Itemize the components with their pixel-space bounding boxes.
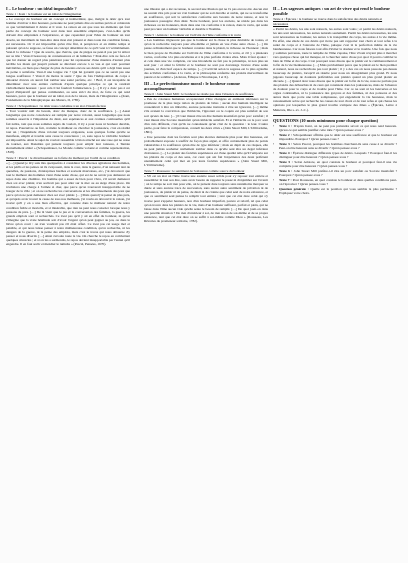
text-subtitle: Texte 6 : John Stuart Mill : le bonheur ne réside pas dans l'absence de souffrance [144, 92, 254, 97]
text-subtitle: Texte 7 : Rousseau : le sentiment de l'existence comme source du bonheur [144, 169, 245, 174]
question-item [273, 178, 397, 186]
section-heading: II – Les sagesses antiques : un art de vivre qui rend le bonheur possible [273, 6, 390, 17]
question-item [273, 151, 397, 159]
bullet-icon: • [273, 141, 275, 146]
text-subtitle: Texte 5 : Aristote : le bonheur est l'activité de l'âme conforme à la vertu [144, 33, 241, 38]
section [6, 104, 130, 154]
text-subtitle: Texte 4 : Épicure : le bonheur se trouve dans la satisfaction des désirs naturels et nécessaires [273, 17, 383, 26]
question-label: Texte 3 : [279, 141, 292, 146]
question-item [273, 187, 397, 195]
column-middle [144, 6, 268, 225]
question-item [273, 133, 397, 141]
section [144, 169, 268, 223]
text-subtitle: Texte 2 : Schopenhauer : le désir nous condamne à un état d'insatisfaction [6, 104, 106, 109]
section [144, 7, 268, 31]
text-paragraph: « Une personne dont les facultés sont plus élevées demande plus pour être heureuse, est probablement exposée à souffrir de façon plus aiguë, et offre certainement plus de points vulnérables à la souffrance qu'un être de type inférieur ; mais en dépit de ces risques, elle ne peut jamais souhaiter réellement tomber dans ce qu'elle sent être un degré inférieur d'existence. […] Le plaisir des facultés supérieures est d'une qualité telle qu'il l'emporte sur les plaisirs du corps et des sens, car ceux qui ont fait l'expérience des deux préfèrent unanimement celui qui met en jeu leurs facultés supérieures » (John Stuart Mill, L'Utilitarisme). [144, 134, 268, 168]
question-text [279, 160, 397, 168]
question-body: Selon Pascal, pourquoi les hommes cherchent-ils sans cesse à se divertir ? Peut-on être heureux sans se divertir ? Qu'en pensez-vous ? [279, 141, 397, 151]
bullet-icon: • [273, 178, 275, 183]
text-paragraph: une illusion qui a été reconnue, le second une illusion qui ne l'a pas encore été. Aucun état ne saurait être pris pour un vrai bonheur qui ne soit durable et stable, qui ne se transforme en souffrance, qui soit la satisfaction conforme aux besoins de notre nature, et non la jouissance passagère d'un désir. Notre bonheur, pour les anciens, ne réside pas dans les richesses ou les honneurs, mais dans une vie conforme à la raison, dans la vertu, qui seule peut procurer un bonheur véritable et durable à l'homme. [144, 7, 268, 32]
text-subtitle: Texte 1 : Kant : le bonheur est un idéal de l'imagination [6, 12, 82, 17]
question-text [279, 187, 397, 195]
question-label: Texte 4 : [279, 151, 292, 156]
question-body: Épicure distingue différents types de désirs. Lesquels ? Pourquoi faut-il les distinguer pour être heureux ? Qu'en pensez-vous ? [279, 151, 397, 160]
question-body: Pour Rousseau, en quoi consiste le bonheur et dans quelles conditions peut-on l'éprouver ? Qu'en pensez-vous ? [279, 178, 397, 187]
question-label: Texte 1 : [279, 123, 293, 128]
text-paragraph: « S'il est un état où l'âme trouve une assiette assez solide pour s'y reposer tout entière et rassembler là tout son être, sans avoir besoin de rappeler le passé ni d'enjamber sur l'avenir ; où le temps ne soit rien pour elle, où le présent dure toujours sans néanmoins marquer sa durée et sans aucune trace de succession, sans aucun autre sentiment de privation ni de jouissance, de plaisir ni de peine, de désir ni de crainte que celui seul de notre existence, et que ce sentiment seul puisse la remplir tout entière ; tant que cet état dure celui qui s'y trouve peut s'appeler heureux, non d'un bonheur imparfait, pauvre et relatif, tel que celui qu'on trouve dans les plaisirs de la vie, mais d'un bonheur suffisant, parfait et plein, qui ne laisse dans l'âme aucun vide qu'elle sente le besoin de remplir. […] De quoi jouit-on dans une pareille situation ? De rien d'extérieur à soi, de rien sinon de soi-même et de sa propre existence, tant que cet état dure on se suffit à soi-même comme Dieu » (Rousseau, Les Rêveries du promeneur solitaire, 1782). [144, 174, 268, 223]
text-paragraph: « Les hommes n'ignorent pas que le bonheur est la chose la plus désirable de toutes, et qu'on la recherche toujours pour elle-même et jamais en vue d'une autre chose. […] On pense ordinairement que le bonheur consiste dans le plaisir, la richesse ou l'honneur ; mais le bien propre de l'homme est l'activité de l'âme conforme à la vertu, et s'il y a plusieurs vertus, conforme à la plus excellente et à la plus parfaite d'entre elles. Mais il faut ajouter : et cela dans une vie complète, car une hirondelle ne fait pas le printemps, ni non plus un seul jour : et ainsi la félicité et le bonheur ne sont pas davantage l'œuvre d'une seule journée, ni d'un bref espace de temps. […] L'activité selon la sagesse est la plus agréable des activités conformes à la vertu, et la philosophie renferme des plaisirs merveilleux de pureté et de solidité » (Aristote, Éthique à Nicomaque, I et X). [144, 38, 268, 79]
question-label: Texte 7 : [279, 178, 292, 183]
section [6, 156, 130, 246]
questions-title: QUESTIONS (10 mots minimum pour chaque question) [273, 117, 379, 123]
section [6, 6, 130, 102]
question-item [273, 124, 397, 132]
question-text [279, 124, 397, 132]
question-text [279, 133, 397, 141]
section [144, 81, 268, 167]
question-label: Question générale : [279, 187, 309, 192]
text-paragraph: « Tout vouloir naît du besoin, donc du manque, donc de la souffrance. […] Aussi longtemps que notre conscience est remplie par notre volonté, aussi longtemps que nous sommes asservis à l'impulsion du désir, aux espérances et aux craintes continuelles qu'il fait naître, tant que nous sommes sujets du vouloir, il n'y a pour nous ni bonheur durable, ni repos. Poursuivre ou fuir, craindre le malheur ou chercher la jouissance, c'est en réalité tout un ; l'inquiétude d'une volonté toujours exigeante, sous quelque forme qu'elle se manifeste, emplit et trouble sans cesse la conscience ; or, sans repos le véritable bonheur est impossible. Ainsi le sujet du vouloir ressemble à Ixion attaché sur une roue qui ne cesse de tourner, aux Danaïdes qui puisent toujours pour emplir leur tonneau, à Tantale éternellement altéré » (Schopenhauer, Le Monde comme volonté et comme représentation, 1818). [6, 109, 130, 154]
question-label: Texte 6 : [279, 169, 293, 174]
question-item [273, 169, 397, 177]
text-subtitle: Texte 3 : Pascal : le divertissement ou la fuite du malheur par l'oubli de sa condition [6, 155, 120, 160]
question-label: Texte 2 : [279, 132, 292, 137]
bullet-icon: • [273, 160, 275, 165]
bullet-icon: • [273, 187, 275, 192]
section [144, 33, 268, 79]
text-paragraph: « Peu de créatures humaines accepteraient d'être changées en animaux inférieurs sur la promesse de la plus large ration de plaisirs de bêtes ; aucun être humain intelligent ne consentirait à être un imbécile, aucune personne instruite à être un ignorant, […] même s'ils avaient la conviction que l'imbécile, l'ignorant ou le coquin est plus satisfait de son sort qu'eux du leur. […] Il vaut mieux être un être humain insatisfait qu'un porc satisfait ; il vaut mieux être Socrate insatisfait qu'un imbécile satisfait. Et si l'imbécile ou le porc sont d'un avis différent, c'est qu'ils ne connaissent qu'un côté de la question : le leur. L'autre partie, pour faire la comparaison, connaît les deux côtés » (John Stuart Mill, L'Utilitarisme, 1861). [144, 97, 268, 134]
question-body: Selon Aristote, en quoi consiste le bonheur et pourquoi faut-il une vie complète pour être heureux ? Qu'en pensez-vous ? [279, 160, 398, 169]
question-text [279, 169, 397, 177]
question-body: Schopenhauer affirme que le désir est une souffrance et que le bonheur est impossible. Pourquoi ? Qu'en pensez-vous ? [279, 132, 397, 141]
question-body: Quelle est la position qui vous semble la plus pertinente ? Expliquez votre choix. [279, 187, 397, 196]
text-paragraph: « Parmi les désirs, les uns sont naturels, les autres sont vains ; et parmi les désirs naturels, les uns sont nécessaires, les autres naturels seulement. Parmi les désirs nécessaires, les uns sont nécessaires au bonheur, les autres à la tranquillité du corps, les autres à la vie même. En effet, une étude de ces désirs qui n'erre pas sait rapporter tout choix et tout refus à la santé du corps et à l'ataraxie de l'âme, puisque c'est là la perfection même de la vie bienheureuse. Car nous faisons tout afin d'éviter la douleur et le trouble. Une fois que nous y sommes parvenus, toute la tempête de l'âme s'apaise, l'être vivant n'ayant plus à marcher vers quelque chose qui lui manque, ni à chercher autre chose par quoi il pourra combler le bien de l'âme et du corps. C'est pourquoi nous disons que le plaisir est le commencement et la fin de la vie bienheureuse. […] Mais précisément parce que le plaisir est le bien premier et naturel, nous ne recherchons pas tout plaisir ; il y a des cas où nous passons par-dessus beaucoup de plaisirs, lorsqu'il en résulte pour nous un désagrément plus grand. Et nous jugeons beaucoup de douleurs préférables aux plaisirs quand un plus grand plaisir en découle. […] Quand donc nous disons que le plaisir est la fin de la vie, nous ne parlons pas des plaisirs des débauchés ni de ceux qui consistent dans les jouissances, mais de l'absence de douleur pour le corps et de trouble pour l'âme. Car ce ne sont ni les beuveries et les orgies continuelles, ni la jouissance des garçons et des femmes, ni des poissons et des autres mets que porte une table somptueuse, qui engendrent la vie heureuse, mais le raisonnement sobre qui recherche les causes de tout choix et de tout refus et qui chasse les opinions par lesquelles le plus grand trouble s'empare des âmes » (Épicure, Lettre à Ménécée, IIIe s. av. J.-C.). [273, 26, 397, 112]
column-left [6, 6, 130, 248]
text-paragraph: « Le concept du bonheur est un concept si indéterminé, que, malgré le désir qu'a tout homme d'arriver à être heureux, personne ne peut jamais dire en termes précis et cohérents ce que véritablement il désire et il veut. La raison en est que tous les éléments qui font partie du concept du bonheur sont dans leur ensemble empiriques, c'est-à-dire qu'ils doivent être empruntés à l'expérience, et que cependant pour l'idée du bonheur un tout absolu, un maximum de bien-être dans mon état présent et dans toute ma condition future, est nécessaire. Or il est impossible qu'un être fini, si perspicace et en même temps si puissant qu'on le suppose, se fasse un concept déterminé de ce qu'il veut ici véritablement. Veut-il la richesse ? Que de soucis, que d'envie, que de pièges ne peut-il pas par là attirer sur sa tête ! Veut-il beaucoup de connaissances et de lumières ? Peut-être cela ne fera-t-il que lui donner un regard plus pénétrant pour lui représenter d'une manière d'autant plus terrible les maux qui jusqu'à présent se dérobent encore à sa vue et qui sont pourtant inévitables, ou bien que charger de plus de besoins encore ses désirs qu'il a déjà bien assez de peine à satisfaire. Veut-il une longue vie ? Qui lui garantit que ce ne serait pas une longue souffrance ? Veut-il du moins la santé ? Que de fois l'indisposition du corps a détourné d'excès où aurait fait tomber une santé parfaite, etc. ! Bref, il est incapable de déterminer avec une entière certitude d'après quelque principe ce qui le rendrait véritablement heureux : pour cela il lui faudrait l'omniscience. […] Il s'y a donc pas à cet égard d'impératif qui puisse commander, au sens strict du mot, de faire ce qui rend heureux, parce que le bonheur est un idéal, non de la raison, mais de l'imagination » (Kant, Fondements de la Métaphysique des Mœurs, II, 1785). [6, 17, 130, 103]
bullet-icon: • [273, 151, 275, 156]
question-item [273, 160, 397, 168]
bullet-icon: • [273, 123, 275, 128]
question-text [279, 178, 397, 186]
section-divider [273, 115, 397, 116]
bullet-icon: • [273, 132, 275, 137]
section [273, 6, 397, 112]
question-body: D'après Kant, on ne peut pas prétendre savoir ce qui nous rend heureux. Qu'est-ce qui semble justifier cette idée ? Qu'en pensez-vous ? [279, 123, 397, 132]
question-body: John Stuart Mill préfère-t-il être un porc satisfait ou Socrate insatisfait ? Pourquoi ? Qu'en pensez-vous ? [279, 169, 398, 178]
question-text [279, 151, 397, 159]
section-heading: III – Le perfectionnisme moral : le bonheur comme accomplissement [144, 80, 241, 92]
section-heading: I – Le bonheur : un idéal impossible ? [6, 6, 77, 11]
question-item [273, 142, 397, 150]
bullet-icon: • [273, 169, 275, 174]
column-right [273, 6, 397, 196]
text-paragraph: « […] Quand je m'y suis mis quelquefois à considérer les diverses agitations des hommes, et les périls et les peines où ils s'exposent, dans la cour, dans la guerre, d'où naissent tant de querelles, de passions, d'entreprises hardies et souvent mauvaises, etc., j'ai découvert que tout le malheur des hommes vient d'une seule chose, qui est de ne savoir pas demeurer en repos dans une chambre. Un homme qui a assez de bien pour vivre, s'il savait demeurer chez soi avec plaisir, n'en sortirait pas pour aller sur la mer ou au siège d'une place. On n'achètera une charge à l'armée si cher, que parce qu'on trouverait insupportable de ne bouger de la ville ; et on ne recherche les conversations et les divertissements des jeux que parce qu'on ne peut demeurer chez soi avec plaisir. […] Mais quand j'ai pensé de plus près, et qu'après avoir trouvé la cause de tous nos malheurs, j'ai voulu en découvrir la raison, j'ai trouvé qu'il y en a une bien effective, qui consiste dans le malheur naturel de notre condition faible et mortelle, et si misérable, que rien ne peut nous consoler lorsque nous y pensons de près. […] De là vient que le jeu et la conversation des femmes, la guerre, les grands emplois sont si recherchés. Ce n'est pas qu'il y ait en effet du bonheur, ni qu'on s'imagine que la vraie béatitude soit d'avoir l'argent qu'on peut gagner au jeu, ou dans le lièvre qu'on court : on n'en voudrait pas s'il était offert. Ce n'est pas cet usage mol et paisible, et qui nous laisse penser à notre malheureuse condition, qu'on recherche, ni les dangers de la guerre, ni la peine des emplois, mais c'est le tracas qui nous détourne d'y penser et nous divertit. […] Ainsi s'écoule toute la vie. On cherche le repos en combattant quelques obstacles ; et si on les a surmontés, le repos devient insupportable par l'ennui qu'il engendre. Il en faut sortir et mendier le tumulte » (Pascal, Pensées, 1670). [6, 160, 130, 246]
question-label: Texte 5 : [279, 160, 293, 165]
question-text [279, 142, 397, 150]
